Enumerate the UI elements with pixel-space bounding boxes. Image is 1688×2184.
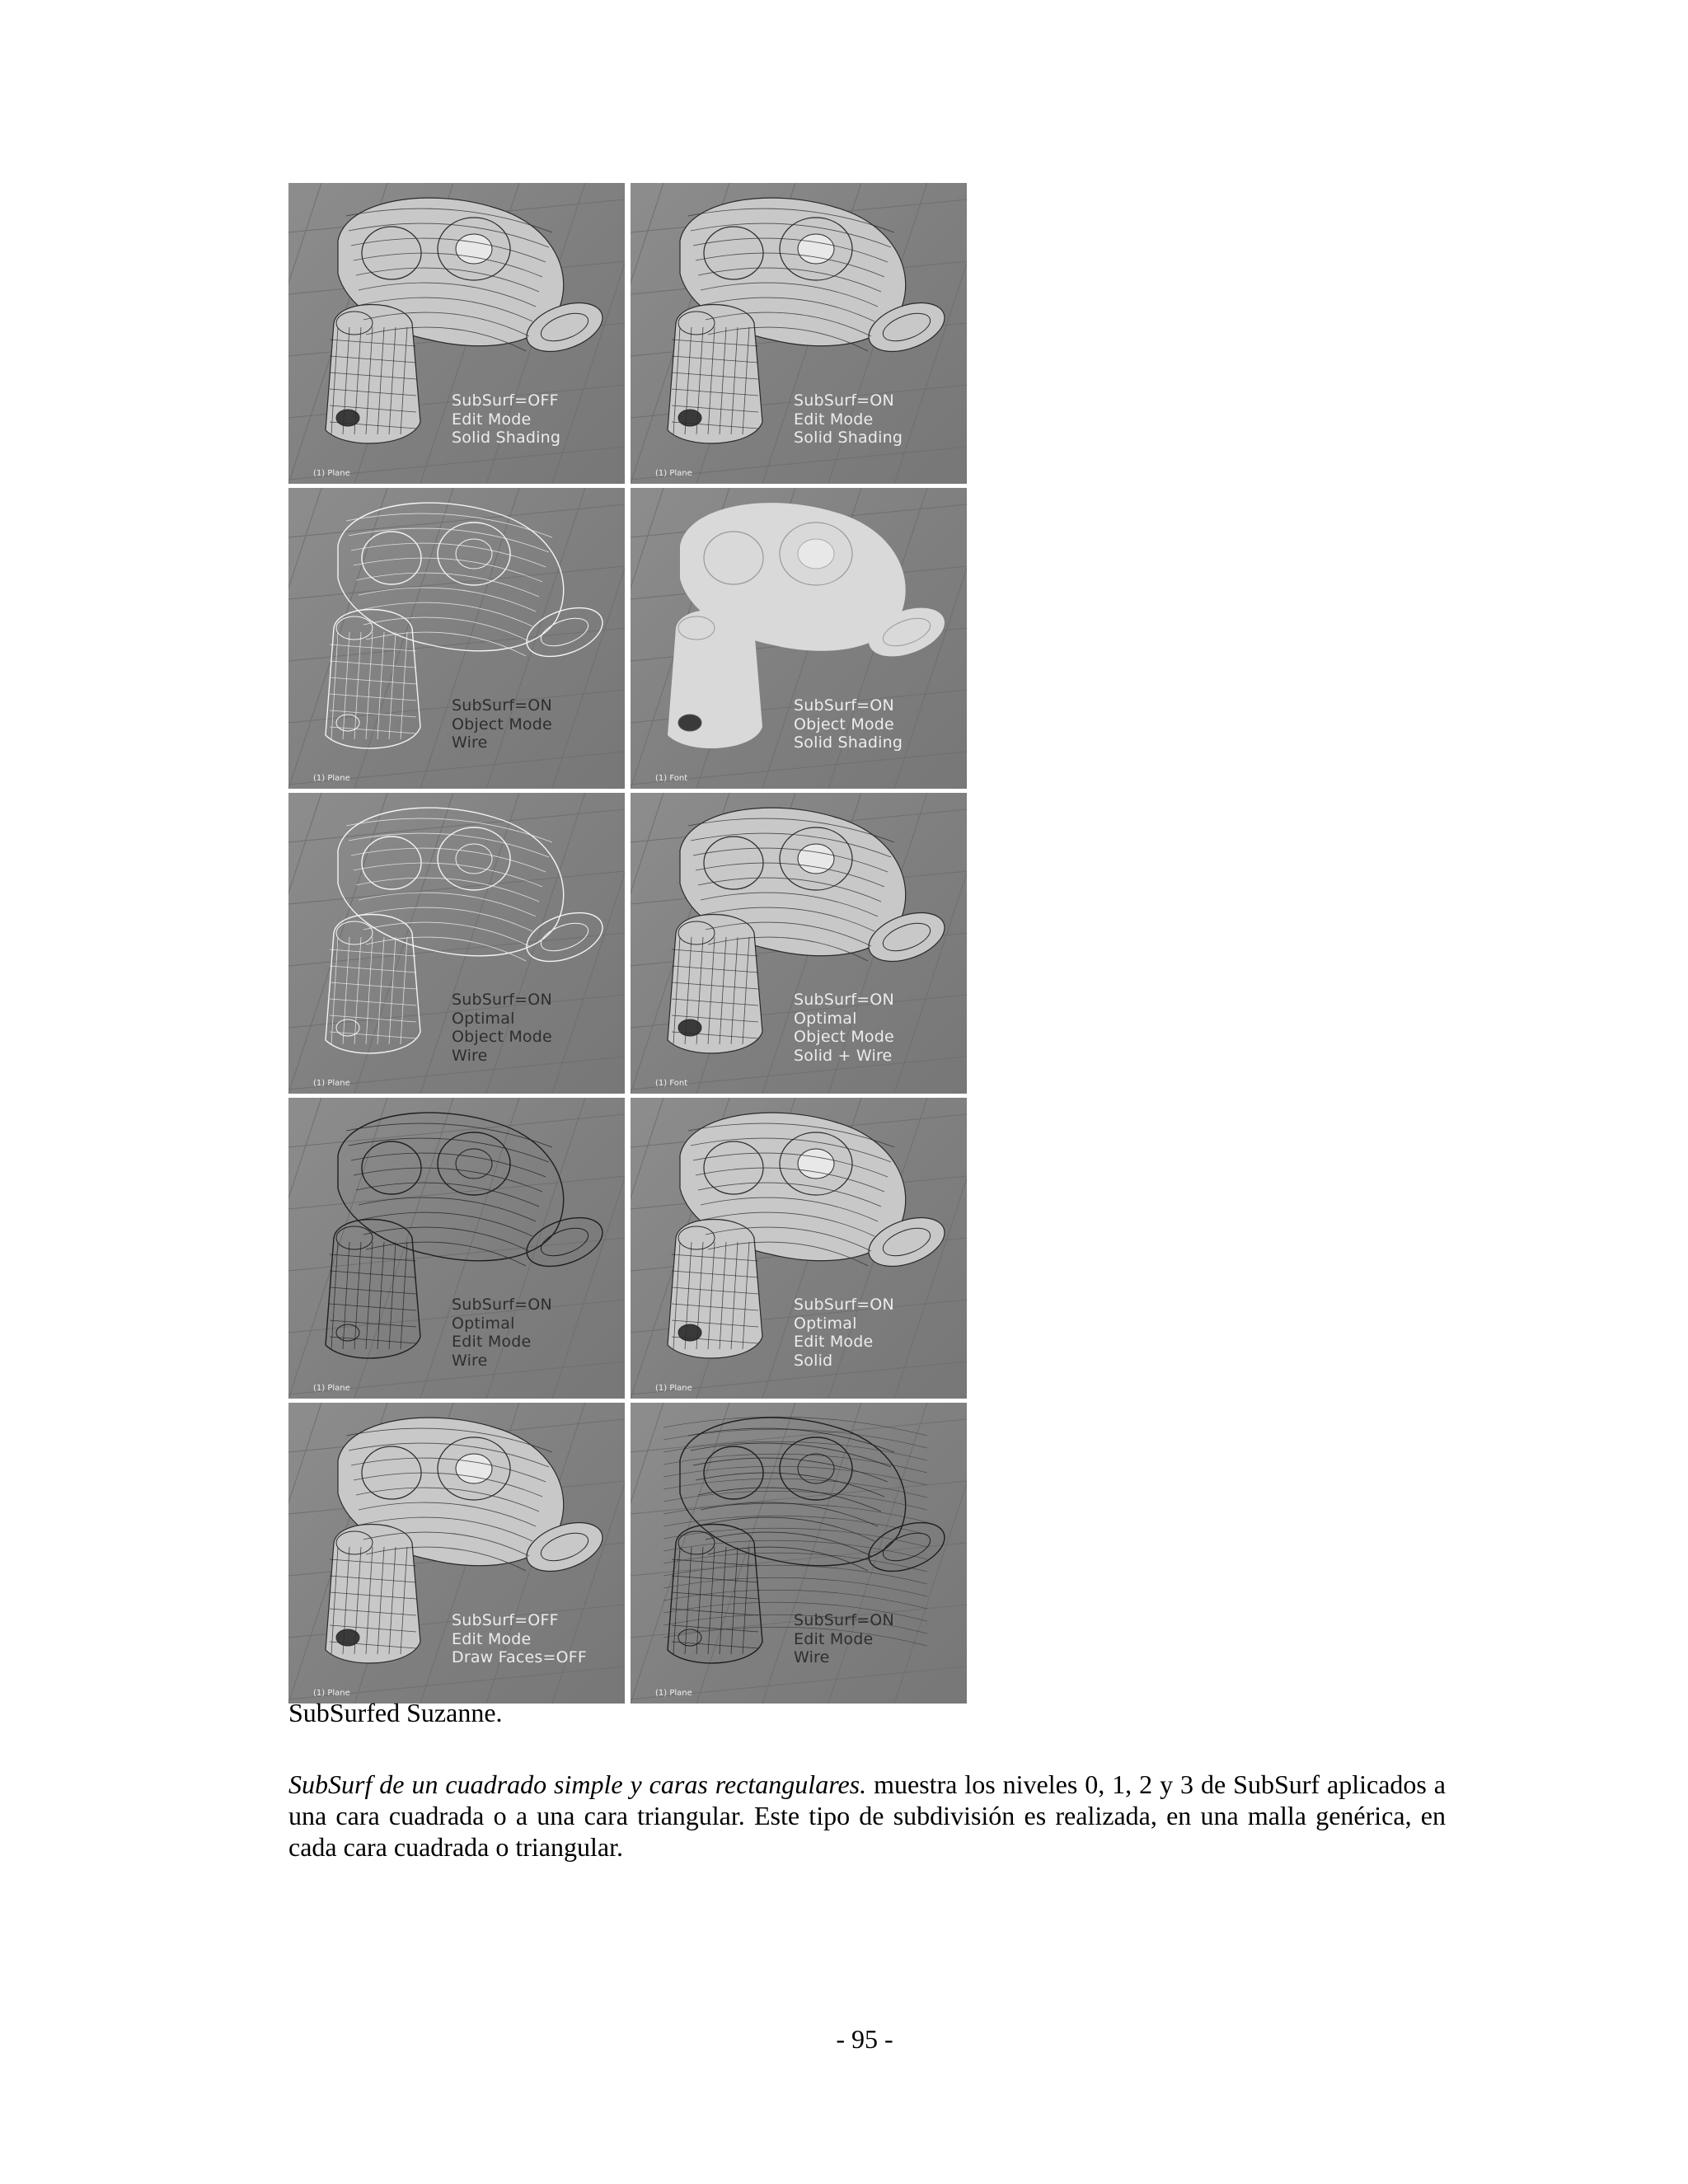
panel-object-label: (1) Font — [655, 1079, 688, 1088]
panel-setting-line: Wire — [452, 1046, 488, 1065]
panel-setting-line: SubSurf=ON — [452, 1296, 552, 1314]
panel-setting-line: SubSurf=ON — [452, 696, 552, 715]
figure-panel — [288, 183, 625, 484]
figure-subsurfed-suzanne — [288, 183, 967, 1704]
panel-setting-line: SubSurf=ON — [794, 696, 894, 715]
panel-object-label: (1) Plane — [313, 1689, 350, 1698]
panel-settings-label — [794, 991, 894, 1065]
panel-setting-line: SubSurf=ON — [794, 991, 894, 1009]
panel-settings-label — [452, 1296, 552, 1370]
panel-settings-label — [794, 696, 903, 752]
panel-setting-line: Wire — [452, 1351, 488, 1370]
italic-figure-reference: SubSurf de un cuadrado simple y caras rectangulares. — [288, 1769, 867, 1799]
figure-panel — [288, 488, 625, 789]
panel-setting-line: Edit Mode — [794, 1333, 874, 1351]
panel-setting-line: Edit Mode — [452, 410, 532, 429]
panel-setting-line: Edit Mode — [794, 410, 874, 429]
panel-setting-line: Optimal — [452, 1314, 515, 1333]
panel-settings-label — [452, 1611, 587, 1667]
panel-setting-line: Object Mode — [794, 715, 894, 733]
figure-panel — [288, 1403, 625, 1704]
panel-settings-label — [452, 696, 552, 752]
figure-panel — [631, 1403, 967, 1704]
panel-setting-line: Solid — [794, 1351, 833, 1370]
panel-object-label: (1) Plane — [313, 469, 350, 478]
panel-settings-label — [794, 1611, 894, 1667]
panel-setting-line: Optimal — [452, 1009, 515, 1028]
panel-setting-line: Edit Mode — [452, 1629, 532, 1648]
panel-setting-line: Wire — [794, 1648, 830, 1666]
panel-object-label: (1) Plane — [313, 1079, 350, 1088]
panel-setting-line: Edit Mode — [452, 1333, 532, 1351]
paragraph-text: muestra los niveles 0, 1, 2 y 3 de SubSurf aplicados a una cara cuadrada o a una cara triangular. Este tipo de subdivisión es realizada, en una malla genérica, en cada cara cuadrada o triangular. — [288, 1769, 1447, 1862]
panel-setting-line: SubSurf=ON — [794, 1296, 894, 1314]
panel-setting-line: Solid Shading — [794, 733, 903, 752]
panel-setting-line: SubSurf=OFF — [452, 1611, 559, 1629]
figure-panel — [288, 1098, 625, 1399]
panel-setting-line: Object Mode — [794, 1028, 894, 1046]
figure-panel — [631, 793, 967, 1094]
panel-setting-line: Optimal — [794, 1314, 857, 1333]
panel-setting-line: Object Mode — [452, 715, 552, 733]
figure-panel — [631, 1098, 967, 1399]
figure-caption: SubSurfed Suzanne. — [288, 1698, 503, 1727]
panel-settings-label — [452, 391, 560, 448]
panel-setting-line: SubSurf=ON — [452, 991, 552, 1009]
panel-setting-line: Wire — [452, 733, 488, 752]
panel-object-label: (1) Plane — [313, 774, 350, 783]
body-paragraph — [288, 1769, 1446, 1863]
panel-setting-line: SubSurf=ON — [794, 1611, 894, 1629]
panel-settings-label — [794, 391, 903, 448]
figure-panel — [631, 488, 967, 789]
panel-setting-line: Solid Shading — [452, 429, 561, 447]
panel-setting-line: Edit Mode — [794, 1629, 874, 1648]
panel-setting-line: Solid + Wire — [794, 1046, 893, 1065]
panel-settings-label — [452, 991, 552, 1065]
panel-object-label: (1) Plane — [655, 1384, 692, 1393]
panel-object-label: (1) Plane — [313, 1384, 350, 1393]
panel-setting-line: Solid Shading — [794, 429, 903, 447]
panel-settings-label — [794, 1296, 894, 1370]
panel-setting-line: SubSurf=OFF — [452, 391, 559, 410]
panel-setting-line: SubSurf=ON — [794, 391, 894, 410]
panel-setting-line: Object Mode — [452, 1028, 552, 1046]
figure-panel — [631, 183, 967, 484]
figure-panel — [288, 793, 625, 1094]
panel-setting-line: Optimal — [794, 1009, 857, 1028]
panel-setting-line: Draw Faces=OFF — [452, 1648, 588, 1666]
panel-object-label: (1) Plane — [655, 1689, 692, 1698]
page-number: - 95 - — [836, 2024, 893, 2054]
panel-object-label: (1) Plane — [655, 469, 692, 478]
panel-object-label: (1) Font — [655, 774, 688, 783]
